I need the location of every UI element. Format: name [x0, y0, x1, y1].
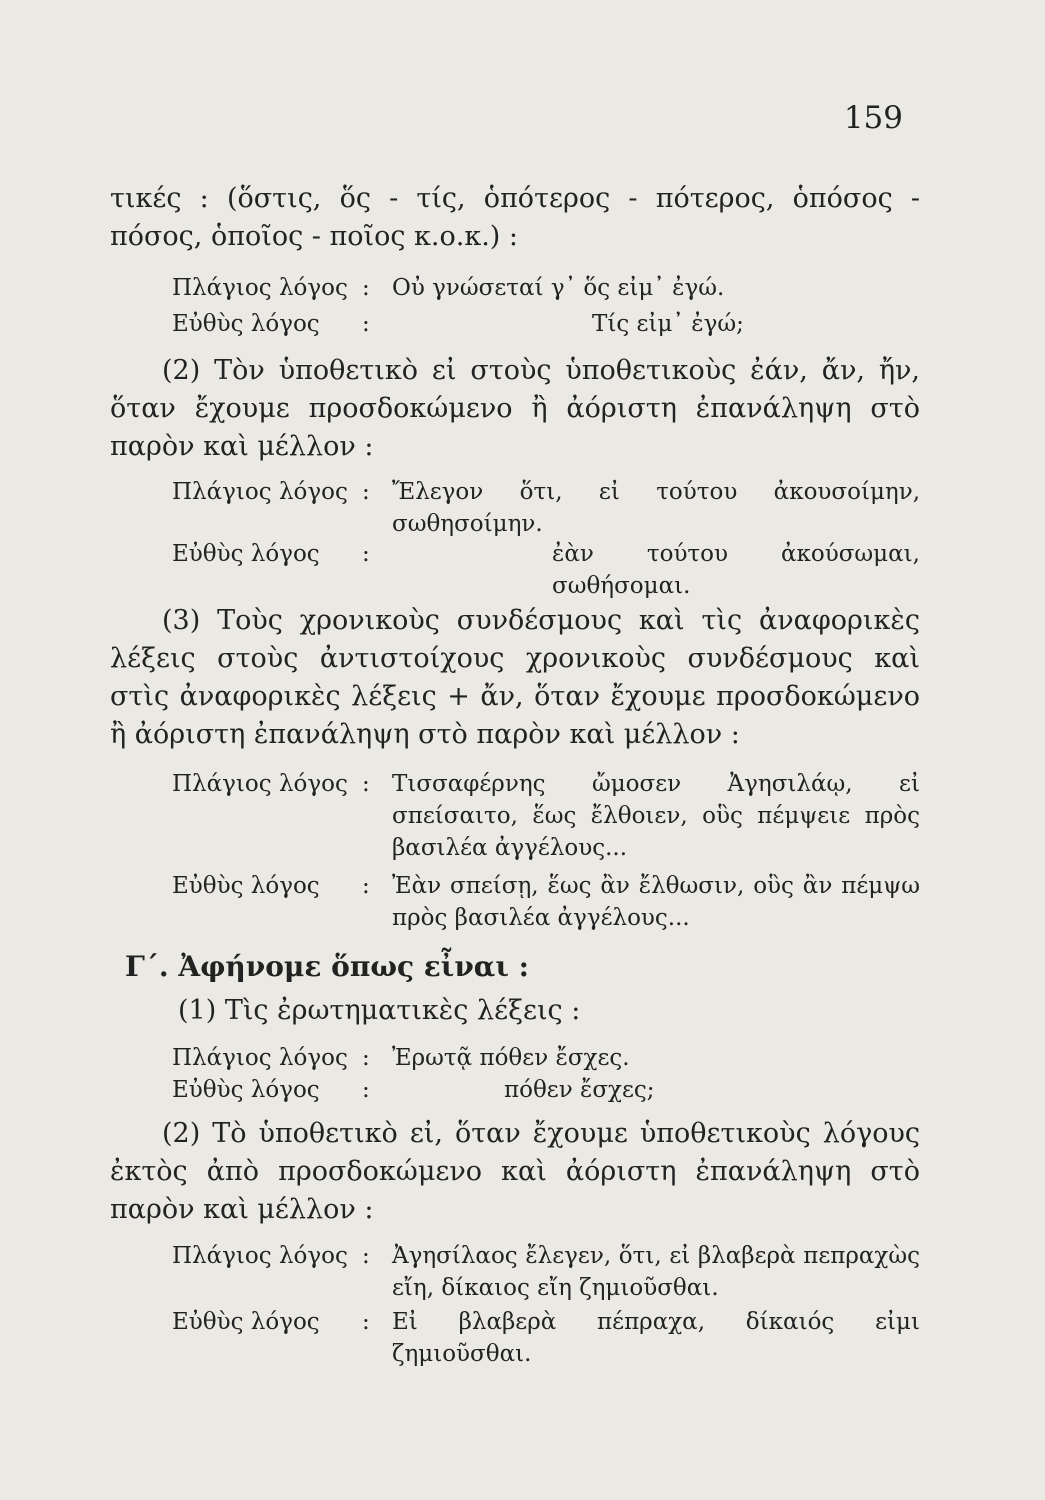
- colon: :: [362, 1045, 370, 1071]
- colon: :: [362, 275, 370, 301]
- colon: :: [362, 1309, 370, 1335]
- subsection-1: (1) Τὶς ἐρωτηματικὲς λέξεις :: [178, 995, 581, 1026]
- value: Ἔλεγον ὅτι, εἰ τούτου ἀκουσοίμην, σωθησοίμην.: [392, 479, 920, 537]
- value: Οὐ γνώσεταί γ᾿ ὅς εἰμ᾿ ἐγώ.: [392, 275, 725, 301]
- value: Τίς εἰμ᾿ ἐγώ;: [592, 311, 744, 337]
- value: Ἐρωτᾷ πόθεν ἔσχες.: [392, 1045, 630, 1071]
- value: ἐὰν τούτου ἀκούσωμαι, σωθήσομαι.: [552, 541, 920, 599]
- paragraph-4: (2) Τὸ ὑποθετικὸ εἰ, ὅταν ἔχουμε ὑποθετικοὺς λόγους ἐκτὸς ἀπὸ προσδοκώμενο καὶ ἀόριστη ἐπανάληψη στὸ παρὸν καὶ μέλλον :: [110, 1118, 920, 1225]
- colon: :: [362, 311, 370, 337]
- colon: :: [362, 479, 370, 505]
- page-number: 159: [843, 100, 903, 136]
- colon: :: [362, 771, 370, 797]
- label: Πλάγιος λόγος: [172, 275, 348, 301]
- paragraph-1: τικές : (ὅστις, ὅς - τίς, ὁπότερος - πότερος, ὁπόσος - πόσος, ὁποῖος - ποῖος κ.ο.κ.) :: [110, 183, 920, 252]
- value: Ἀγησίλαος ἔλεγεν, ὅτι, εἰ βλαβερὰ πεπραχὼς εἴη, δίκαιος εἴη ζημιοῦσθαι.: [392, 1243, 920, 1301]
- label: Πλάγιος λόγος: [172, 1045, 348, 1071]
- label: Εὐθὺς λόγος: [172, 541, 320, 567]
- value: Ἐὰν σπείσῃ, ἕως ἂν ἔλθωσιν, οὓς ἂν πέμψω πρὸς βασιλέα ἀγγέλους...: [392, 873, 920, 931]
- colon: :: [362, 541, 370, 567]
- label: Πλάγιος λόγος: [172, 771, 348, 797]
- label: Πλάγιος λόγος: [172, 1243, 348, 1269]
- value: Εἰ βλαβερὰ πέπραχα, δίκαιός εἰμι ζημιοῦσθαι.: [392, 1309, 920, 1367]
- paragraph-3: (3) Τοὺς χρονικοὺς συνδέσμους καὶ τὶς ἀναφορικὲς λέξεις στοὺς ἀντιστοίχους χρονικοὺς συνδέσμους καὶ στὶς ἀναφορικὲς λέξεις + ἄν, ὅταν ἔχουμε προσδοκώμενο ἢ ἀόριστη ἐπανάληψη στὸ παρὸν καὶ μέλλον :: [110, 605, 920, 750]
- colon: :: [362, 1243, 370, 1269]
- section-heading: Γ΄. Ἀφήνομε ὅπως εἶναι :: [125, 950, 529, 983]
- label: Εὐθὺς λόγος: [172, 1077, 320, 1103]
- label: Εὐθὺς λόγος: [172, 311, 320, 337]
- paragraph-2: (2) Τὸν ὑποθετικὸ εἰ στοὺς ὑποθετικοὺς ἐάν, ἄν, ἤν, ὅταν ἔχουμε προσδοκώμενο ἢ ἀόριστη ἐπανάληψη στὸ παρὸν καὶ μέλλον :: [110, 355, 920, 462]
- label: Εὐθὺς λόγος: [172, 873, 320, 899]
- label: Εὐθὺς λόγος: [172, 1309, 320, 1335]
- label: Πλάγιος λόγος: [172, 479, 348, 505]
- value: Τισσαφέρνης ὤμοσεν Ἀγησιλάῳ, εἰ σπείσαιτο, ἕως ἔλθοιεν, οὓς πέμψειε πρὸς βασιλέα ἀγγέλους...: [392, 771, 920, 861]
- colon: :: [362, 873, 370, 899]
- value: πόθεν ἔσχες;: [504, 1077, 655, 1103]
- colon: :: [362, 1077, 370, 1103]
